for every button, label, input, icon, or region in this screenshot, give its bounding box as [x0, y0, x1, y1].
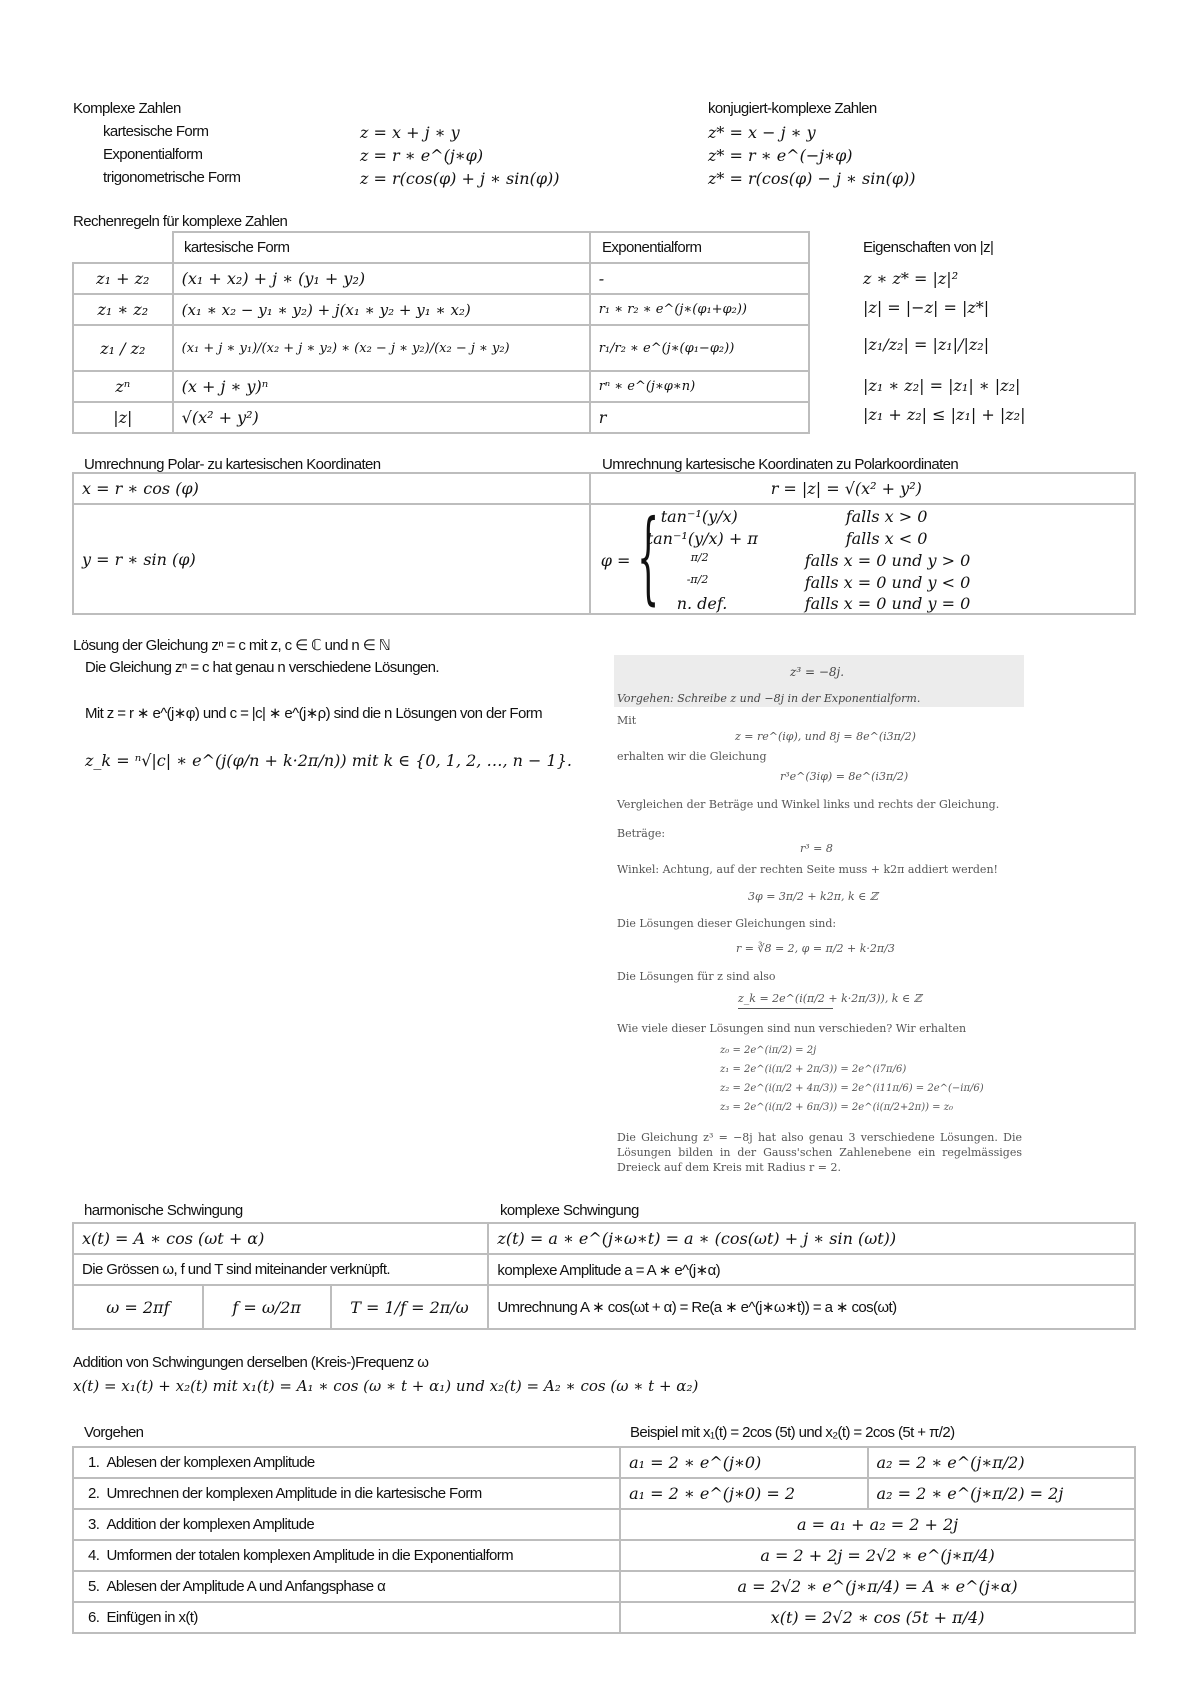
step-example: x(t) = 2√2 ∗ cos (5t + π/4) — [620, 1602, 1135, 1633]
example-list-item: z₀ = 2e^(iπ/2) = 2j — [720, 1045, 817, 1056]
step-number: 1. — [88, 1454, 100, 1471]
col-properties: Eigenschaften von |z| — [863, 239, 994, 256]
addition-table — [72, 1446, 1136, 1634]
example-formula: 3φ = 3π/2 + k2π, k ∈ ℤ — [748, 890, 878, 903]
step-text: Umformen der totalen komplexen Amplitude in die Exponentialform — [106, 1547, 514, 1564]
example-text: Vergleichen der Beträge und Winkel links und rechts der Gleichung. — [617, 798, 1000, 811]
example-list-item: z₃ = 2e^(i(π/2 + 6π/3)) = 2e^(i(π/2+2π)) = z₀ — [720, 1102, 954, 1113]
exponential-cell: - — [590, 263, 809, 294]
conj-formula: z* = r(cos(φ) − j ∗ sin(φ)) — [708, 169, 916, 188]
phi-label: φ = — [600, 551, 631, 570]
step-text: Addition der komplexen Amplitude — [106, 1516, 315, 1533]
cartesian-cell: (x₁ ∗ x₂ − y₁ ∗ y₂) + j(x₁ ∗ y₂ + y₁ ∗ x₂) — [173, 294, 590, 325]
col-cartesian: kartesische Form — [184, 239, 290, 256]
forms-title: Komplexe Zahlen — [73, 100, 181, 117]
example-text: Vorgehen: Schreibe z und −8j in der Exponentialform. — [617, 692, 921, 705]
step-number: 6. — [88, 1609, 100, 1626]
case-condition: falls x = 0 und y = 0 — [804, 594, 971, 613]
step-text: Ablesen der Amplitude A und Anfangsphase α — [106, 1578, 386, 1595]
table-row — [73, 325, 809, 371]
step-text: Ablesen der komplexen Amplitude — [106, 1454, 315, 1471]
rules-table — [72, 231, 810, 434]
polar-to-cartesian-title: Umrechnung Polar- zu kartesischen Koordinaten — [84, 456, 381, 473]
underline — [738, 1008, 833, 1009]
case-value: n. def. — [676, 594, 728, 613]
rules-title: Rechenregeln für komplexe Zahlen — [73, 213, 288, 230]
conj-formula: z* = r ∗ e^(−j∗φ) — [708, 146, 853, 165]
table-row — [73, 1509, 1135, 1540]
col-exponential: Exponentialform — [602, 239, 702, 256]
table-row — [73, 1447, 1135, 1478]
x-formula: x = r ∗ cos (φ) — [73, 473, 590, 504]
step-number: 2. — [88, 1485, 100, 1502]
step-number: 3. — [88, 1516, 100, 1533]
phi-cases — [590, 498, 1135, 615]
table-row — [73, 1478, 1135, 1509]
solution-formula: z_k = ⁿ√|c| ∗ e^(j(φ/n + k·2π/n)) mit k ∈ {0, 1, 2, …, n − 1}. — [85, 751, 572, 770]
example-formula: z_k = 2e^(i(π/2 + k·2π/3)), k ∈ ℤ — [738, 992, 922, 1005]
operation-cell: z₁ ∗ z₂ — [73, 294, 173, 325]
conversion-text: Umrechnung A ∗ cos(ωt + α) = Re(a ∗ e^(j∗ω∗t)) = a ∗ cos(ωt) — [488, 1285, 1135, 1329]
y-formula: y = r ∗ sin (φ) — [73, 504, 590, 614]
form-label: trigonometrische Form — [103, 169, 241, 186]
table-row — [73, 371, 809, 402]
addition-formula: x(t) = x₁(t) + x₂(t) mit x₁(t) = A₁ ∗ cos (ω ∗ t + α₁) und x₂(t) = A₂ ∗ cos (ω ∗ t + α₂) — [73, 1377, 699, 1395]
exponential-cell: rⁿ ∗ e^(j∗φ∗n) — [590, 371, 809, 402]
operation-cell: |z| — [73, 402, 173, 433]
example-text: Winkel: Achtung, auf der rechten Seite muss + k2π addiert werden! — [617, 863, 998, 876]
case-value: tan⁻¹(y/x) — [660, 507, 738, 526]
equation-line: Die Gleichung zⁿ = c hat genau n verschiedene Lösungen. — [85, 659, 439, 676]
example-text: Beträge: — [617, 827, 666, 840]
oscillation-table — [72, 1222, 1136, 1330]
harmonic-title: harmonische Schwingung — [84, 1202, 243, 1219]
case-condition: falls x = 0 und y > 0 — [804, 551, 971, 570]
example-text: Die Lösungen für z sind also — [617, 970, 776, 983]
r-formula: r = |z| = √(x² + y²) — [590, 473, 1135, 504]
property: z ∗ z* = |z|² — [863, 269, 959, 288]
case-condition: falls x > 0 — [845, 507, 928, 526]
operation-cell: z₁ + z₂ — [73, 263, 173, 294]
exponential-cell: r₁ ∗ r₂ ∗ e^(j∗(φ₁+φ₂)) — [590, 294, 809, 325]
exponential-cell: r₁/r₂ ∗ e^(j∗(φ₁−φ₂)) — [590, 325, 809, 371]
cartesian-cell: √(x² + y²) — [173, 402, 590, 433]
form-formula: z = r ∗ e^(j∗φ) — [360, 146, 484, 165]
example-text: Mit — [617, 714, 637, 727]
operation-cell: zⁿ — [73, 371, 173, 402]
step-number: 4. — [88, 1547, 100, 1564]
step-example: a = 2√2 ∗ e^(j∗π/4) = A ∗ e^(j∗α) — [620, 1571, 1135, 1602]
conj-formula: z* = x − j ∗ y — [708, 123, 816, 142]
example-list-item: z₁ = 2e^(i(π/2 + 2π/3)) = 2e^(i7π/6) — [720, 1064, 907, 1075]
property: |z₁ ∗ z₂| = |z₁| ∗ |z₂| — [863, 376, 1021, 395]
example-formula: r = ∛8 = 2, φ = π/2 + k·2π/3 — [736, 942, 895, 955]
frequency-formula: f = ω/2π — [203, 1285, 331, 1329]
step-example: a = a₁ + a₂ = 2 + 2j — [620, 1509, 1135, 1540]
step-example-b: a₂ = 2 ∗ e^(j∗π/2) = 2j — [868, 1478, 1135, 1509]
example-equation: z³ = −8j. — [790, 665, 845, 679]
cartesian-cell: (x + j ∗ y)ⁿ — [173, 371, 590, 402]
col-example: Beispiel mit x₁(t) = 2cos (5t) und x₂(t) = 2cos (5t + π/2) — [630, 1424, 955, 1441]
case-value: tan⁻¹(y/x) + π — [646, 529, 758, 548]
conjugate-title: konjugiert-komplexe Zahlen — [708, 100, 877, 117]
case-value: -π/2 — [686, 573, 709, 586]
harmonic-formula: x(t) = A ∗ cos (ωt + α) — [73, 1223, 488, 1254]
example-text: erhalten wir die Gleichung — [617, 750, 767, 763]
property: |z₁/z₂| = |z₁|/|z₂| — [863, 335, 990, 354]
complex-formula: z(t) = a ∗ e^(j∗ω∗t) = a ∗ (cos(ωt) + j ∗ sin (ωt)) — [488, 1223, 1135, 1254]
step-text: Einfügen in x(t) — [106, 1609, 198, 1626]
example-text: Wie viele dieser Lösungen sind nun verschieden? Wir erhalten — [617, 1022, 967, 1035]
case-condition: falls x < 0 — [845, 529, 928, 548]
form-label: kartesische Form — [103, 123, 209, 140]
amplitude-text: komplexe Amplitude a = A ∗ e^(j∗α) — [488, 1254, 1135, 1285]
example-formula: z = re^(iφ), und 8j = 8e^(i3π/2) — [735, 730, 916, 743]
example-list-item: z₂ = 2e^(i(π/2 + 4π/3)) = 2e^(i11π/6) = 2e^(−iπ/6) — [720, 1083, 984, 1094]
example-formula: r³ = 8 — [800, 842, 833, 855]
property: |z| = |−z| = |z*| — [863, 298, 990, 317]
table-row — [73, 1571, 1135, 1602]
form-formula: z = x + j ∗ y — [360, 123, 460, 142]
example-formula: r³e^(3iφ) = 8e^(i3π/2) — [780, 770, 909, 783]
table-row — [73, 1602, 1135, 1633]
addition-title: Addition von Schwingungen derselben (Kreis-)Frequenz ω — [73, 1354, 429, 1371]
example-text: Die Lösungen dieser Gleichungen sind: — [617, 917, 837, 930]
table-row — [73, 294, 809, 325]
step-number: 5. — [88, 1578, 100, 1595]
step-example-b: a₂ = 2 ∗ e^(j∗π/2) — [868, 1447, 1135, 1478]
equation-line: Mit z = r ∗ e^(j∗φ) und c = |c| ∗ e^(j∗ρ) sind die n Lösungen von der Form — [85, 705, 543, 722]
property: |z₁ + z₂| ≤ |z₁| + |z₂| — [863, 405, 1026, 424]
case-value: π/2 — [690, 551, 709, 564]
example-conclusion: Die Gleichung z³ = −8j hat also genau 3 verschiedene Lösungen. Die Lösungen bilden in der Gauss'schen Zahlenebene ein regelmässiges Dreieck auf dem Kreis mit Radius r = 2. — [617, 1131, 1022, 1174]
table-row — [73, 402, 809, 433]
col-steps: Vorgehen — [84, 1424, 144, 1441]
form-formula: z = r(cos(φ) + j ∗ sin(φ)) — [360, 169, 560, 188]
step-example: a = 2 + 2j = 2√2 ∗ e^(j∗π/4) — [620, 1540, 1135, 1571]
cartesian-to-polar-title: Umrechnung kartesische Koordinaten zu Polarkoordinaten — [602, 456, 959, 473]
case-condition: falls x = 0 und y < 0 — [804, 573, 971, 592]
operation-cell: z₁ / z₂ — [73, 325, 173, 371]
exponential-cell: r — [590, 402, 809, 433]
linked-text: Die Grössen ω, f und T sind miteinander verknüpft. — [73, 1254, 488, 1285]
cartesian-cell: (x₁ + j ∗ y₁)/(x₂ + j ∗ y₂) ∗ (x₂ − j ∗ y₂)/(x₂ − j ∗ y₂) — [173, 325, 590, 371]
table-row — [73, 263, 809, 294]
equation-title: Lösung der Gleichung zⁿ = c mit z, c ∈ ℂ und n ∈ ℕ — [73, 637, 391, 654]
omega-formula: ω = 2πf — [73, 1285, 203, 1329]
brace: { — [636, 498, 659, 615]
step-example-a: a₁ = 2 ∗ e^(j∗0) — [620, 1447, 867, 1478]
cartesian-cell: (x₁ + x₂) + j ∗ (y₁ + y₂) — [173, 263, 590, 294]
table-row — [73, 1540, 1135, 1571]
step-text: Umrechnen der komplexen Amplitude in die kartesische Form — [106, 1485, 482, 1502]
period-formula: T = 1/f = 2π/ω — [331, 1285, 489, 1329]
form-label: Exponentialform — [103, 146, 203, 163]
complex-oscillation-title: komplexe Schwingung — [500, 1202, 639, 1219]
conversion-table — [72, 472, 1136, 615]
step-example-a: a₁ = 2 ∗ e^(j∗0) = 2 — [620, 1478, 867, 1509]
